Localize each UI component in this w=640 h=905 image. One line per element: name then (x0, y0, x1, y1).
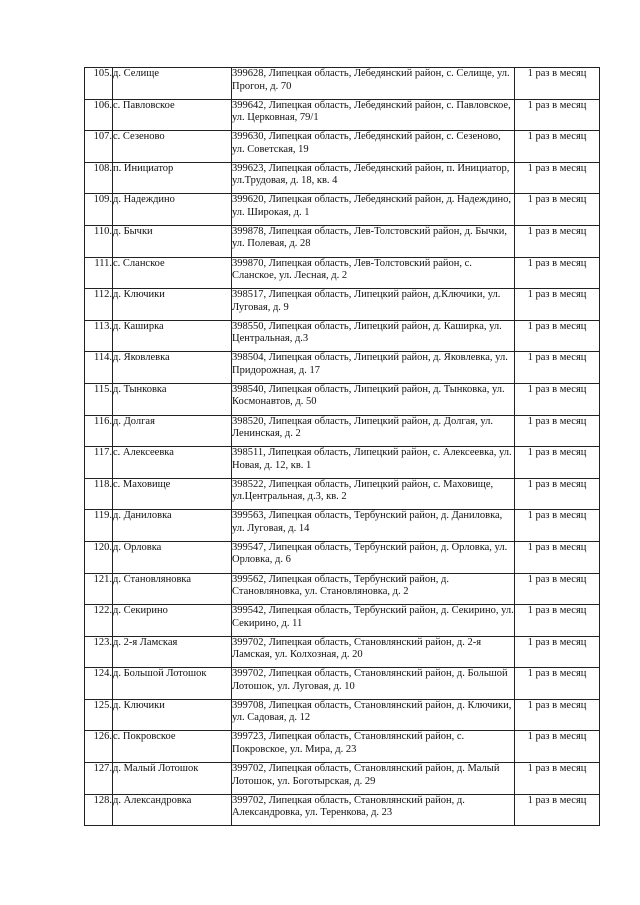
settlement-name: д. Селище (113, 68, 232, 100)
settlement-name: д. Даниловка (113, 510, 232, 542)
postal-address: 398522, Липецкая область, Липецкий район, с. Маховище, ул.Центральная, д.3, кв. 2 (232, 478, 515, 510)
visit-frequency: 1 раз в месяц (515, 763, 600, 795)
visit-frequency: 1 раз в месяц (515, 257, 600, 289)
visit-frequency: 1 раз в месяц (515, 636, 600, 668)
settlement-name: с. Сланское (113, 257, 232, 289)
postal-address: 398540, Липецкая область, Липецкий район, д. Тынковка, ул. Космонавтов, д. 50 (232, 383, 515, 415)
table-row (85, 383, 600, 415)
postal-address: 399630, Липецкая область, Лебедянский район, с. Сезеново, ул. Советская, 19 (232, 131, 515, 163)
settlement-name: д. Долгая (113, 415, 232, 447)
visit-frequency: 1 раз в месяц (515, 541, 600, 573)
table-row (85, 573, 600, 605)
row-number: 119. (85, 510, 113, 542)
postal-address: 399542, Липецкая область, Тербунский район, д. Секирино, ул. Секирино, д. 11 (232, 605, 515, 637)
postal-address: 399708, Липецкая область, Становлянский район, д. Ключики, ул. Садовая, д. 12 (232, 699, 515, 731)
table-row (85, 763, 600, 795)
visit-frequency: 1 раз в месяц (515, 320, 600, 352)
postal-address: 398517, Липецкая область, Липецкий район, д.Ключики, ул. Луговая, д. 9 (232, 289, 515, 321)
settlement-name: д. Становляновка (113, 573, 232, 605)
row-number: 116. (85, 415, 113, 447)
table-row (85, 68, 600, 100)
postal-address: 399628, Липецкая область, Лебедянский район, с. Селище, ул. Прогон, д. 70 (232, 68, 515, 100)
visit-frequency: 1 раз в месяц (515, 478, 600, 510)
row-number: 117. (85, 447, 113, 479)
visit-frequency: 1 раз в месяц (515, 731, 600, 763)
visit-frequency: 1 раз в месяц (515, 447, 600, 479)
postal-address: 399702, Липецкая область, Становлянский район, д. 2-я Ламская, ул. Колхозная, д. 20 (232, 636, 515, 668)
row-number: 112. (85, 289, 113, 321)
settlement-name: д. Ключики (113, 699, 232, 731)
postal-address: 399878, Липецкая область, Лев-Толстовский район, д. Бычки, ул. Полевая, д. 28 (232, 225, 515, 257)
table-row (85, 668, 600, 700)
table-body (85, 68, 600, 826)
visit-frequency: 1 раз в месяц (515, 289, 600, 321)
row-number: 111. (85, 257, 113, 289)
row-number: 121. (85, 573, 113, 605)
postal-address: 399623, Липецкая область, Лебедянский район, п. Инициатор, ул.Трудовая, д. 18, кв. 4 (232, 162, 515, 194)
visit-frequency: 1 раз в месяц (515, 605, 600, 637)
table-row (85, 257, 600, 289)
row-number: 120. (85, 541, 113, 573)
visit-frequency: 1 раз в месяц (515, 131, 600, 163)
postal-address: 399702, Липецкая область, Становлянский район, д. Большой Лотошок, ул. Луговая, д. 10 (232, 668, 515, 700)
visit-frequency: 1 раз в месяц (515, 573, 600, 605)
row-number: 127. (85, 763, 113, 795)
table-row (85, 225, 600, 257)
visit-frequency: 1 раз в месяц (515, 415, 600, 447)
row-number: 105. (85, 68, 113, 100)
postal-address: 398550, Липецкая область, Липецкий район, д. Каширка, ул. Центральная, д.3 (232, 320, 515, 352)
visit-frequency: 1 раз в месяц (515, 794, 600, 826)
settlement-name: с. Покровское (113, 731, 232, 763)
table-row (85, 447, 600, 479)
settlements-table (84, 67, 600, 826)
visit-frequency: 1 раз в месяц (515, 99, 600, 131)
postal-address: 399562, Липецкая область, Тербунский район, д. Становляновка, ул. Становляновка, д. 2 (232, 573, 515, 605)
settlement-name: д. Тынковка (113, 383, 232, 415)
postal-address: 399723, Липецкая область, Становлянский район, с. Покровское, ул. Мира, д. 23 (232, 731, 515, 763)
row-number: 106. (85, 99, 113, 131)
table-row (85, 289, 600, 321)
visit-frequency: 1 раз в месяц (515, 510, 600, 542)
settlement-name: д. Бычки (113, 225, 232, 257)
table-row (85, 731, 600, 763)
table-row (85, 194, 600, 226)
visit-frequency: 1 раз в месяц (515, 699, 600, 731)
row-number: 114. (85, 352, 113, 384)
postal-address: 399642, Липецкая область, Лебедянский район, с. Павловское, ул. Церковная, 79/1 (232, 99, 515, 131)
postal-address: 399702, Липецкая область, Становлянский район, д. Малый Лотошок, ул. Боготырская, д. 29 (232, 763, 515, 795)
postal-address: 399620, Липецкая область, Лебедянский район, д. Надеждино, ул. Широкая, д. 1 (232, 194, 515, 226)
settlement-name: д. Яковлевка (113, 352, 232, 384)
postal-address: 399547, Липецкая область, Тербунский район, д. Орловка, ул. Орловка, д. 6 (232, 541, 515, 573)
visit-frequency: 1 раз в месяц (515, 194, 600, 226)
visit-frequency: 1 раз в месяц (515, 383, 600, 415)
settlement-name: с. Павловское (113, 99, 232, 131)
settlement-name: д. Большой Лотошок (113, 668, 232, 700)
settlement-name: д. 2-я Ламская (113, 636, 232, 668)
row-number: 108. (85, 162, 113, 194)
visit-frequency: 1 раз в месяц (515, 162, 600, 194)
settlement-name: п. Инициатор (113, 162, 232, 194)
table-row (85, 320, 600, 352)
visit-frequency: 1 раз в месяц (515, 68, 600, 100)
row-number: 110. (85, 225, 113, 257)
settlement-name: д. Ключики (113, 289, 232, 321)
postal-address: 398504, Липецкая область, Липецкий район, д. Яковлевка, ул. Придорожная, д. 17 (232, 352, 515, 384)
visit-frequency: 1 раз в месяц (515, 225, 600, 257)
settlement-name: д. Малый Лотошок (113, 763, 232, 795)
postal-address: 399702, Липецкая область, Становлянский район, д. Александровка, ул. Теренкова, д. 23 (232, 794, 515, 826)
row-number: 107. (85, 131, 113, 163)
visit-frequency: 1 раз в месяц (515, 352, 600, 384)
settlement-name: с. Алексеевка (113, 447, 232, 479)
postal-address: 399563, Липецкая область, Тербунский район, д. Даниловка, ул. Луговая, д. 14 (232, 510, 515, 542)
table-row (85, 510, 600, 542)
visit-frequency: 1 раз в месяц (515, 668, 600, 700)
settlement-name: д. Секирино (113, 605, 232, 637)
table-row (85, 605, 600, 637)
table-row (85, 699, 600, 731)
table-row (85, 131, 600, 163)
table-row (85, 352, 600, 384)
settlement-name: с. Маховище (113, 478, 232, 510)
table-row (85, 415, 600, 447)
row-number: 109. (85, 194, 113, 226)
postal-address: 398511, Липецкая область, Липецкий район, с. Алексеевка, ул. Новая, д. 12, кв. 1 (232, 447, 515, 479)
postal-address: 399870, Липецкая область, Лев-Толстовский район, с. Сланское, ул. Лесная, д. 2 (232, 257, 515, 289)
row-number: 128. (85, 794, 113, 826)
row-number: 113. (85, 320, 113, 352)
table-row (85, 162, 600, 194)
postal-address: 398520, Липецкая область, Липецкий район, д. Долгая, ул. Ленинская, д. 2 (232, 415, 515, 447)
row-number: 123. (85, 636, 113, 668)
table-row (85, 478, 600, 510)
settlement-name: д. Александровка (113, 794, 232, 826)
table-row (85, 636, 600, 668)
row-number: 126. (85, 731, 113, 763)
settlement-name: д. Каширка (113, 320, 232, 352)
row-number: 118. (85, 478, 113, 510)
settlement-name: д. Надеждино (113, 194, 232, 226)
table-row (85, 794, 600, 826)
table-row (85, 99, 600, 131)
settlement-name: д. Орловка (113, 541, 232, 573)
row-number: 124. (85, 668, 113, 700)
row-number: 115. (85, 383, 113, 415)
table-row (85, 541, 600, 573)
row-number: 122. (85, 605, 113, 637)
row-number: 125. (85, 699, 113, 731)
settlement-name: с. Сезеново (113, 131, 232, 163)
